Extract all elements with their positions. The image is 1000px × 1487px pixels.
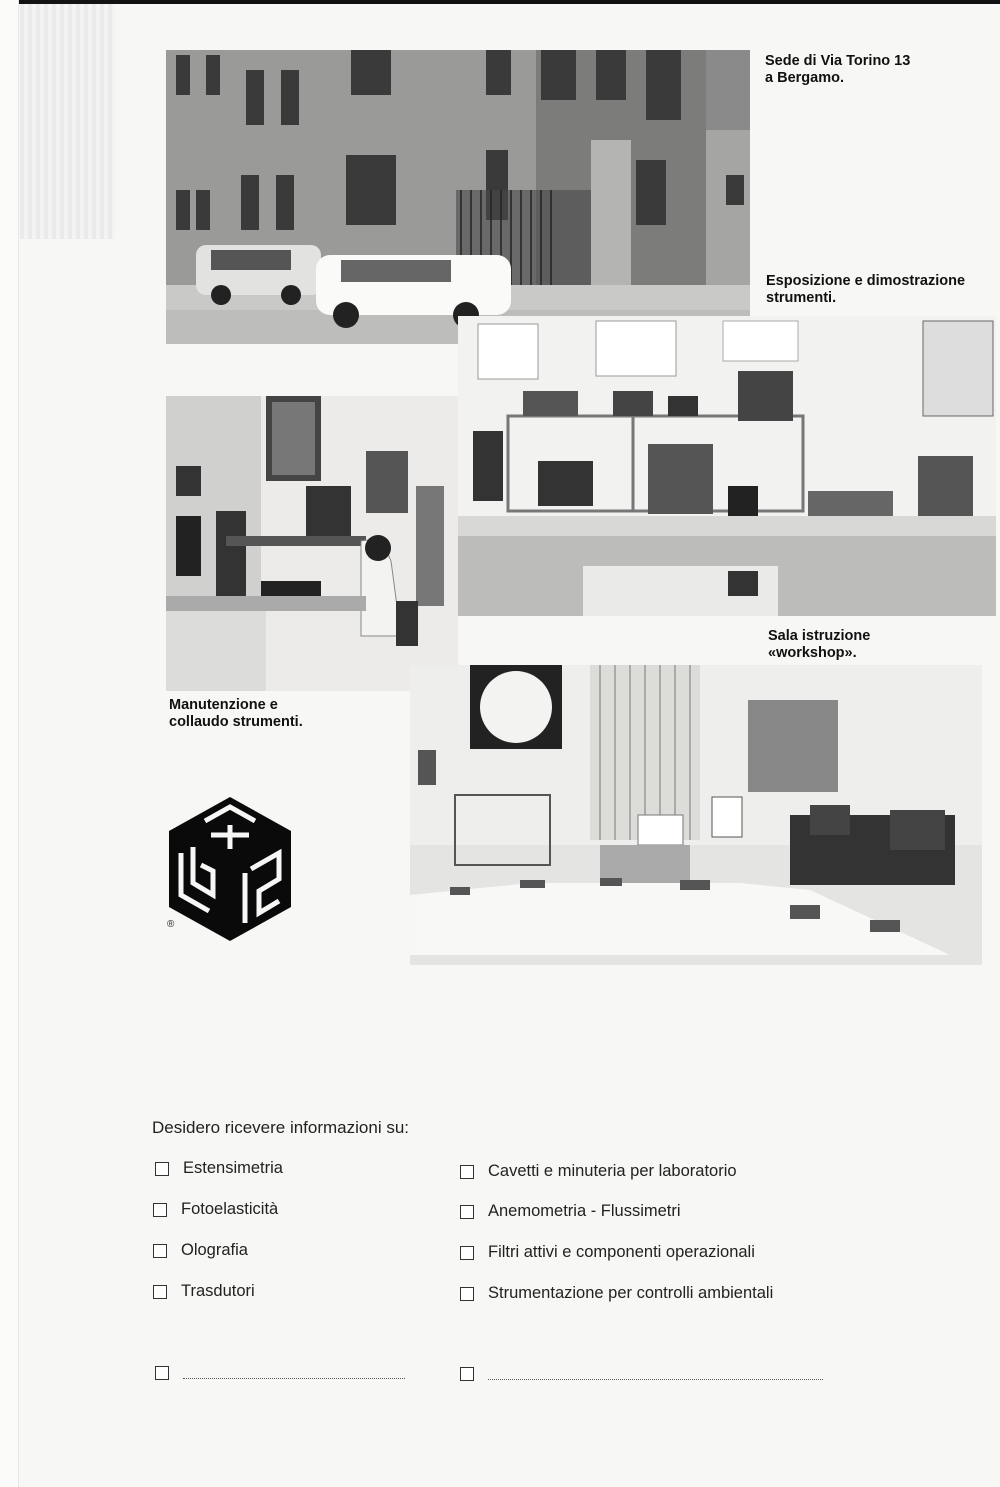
- building-illustration: [166, 50, 750, 344]
- option-olografia[interactable]: [153, 1241, 248, 1260]
- option-blank-left[interactable]: [155, 1366, 405, 1380]
- option-label: Olografia: [181, 1241, 248, 1259]
- photo-building: [166, 50, 750, 344]
- option-label: Cavetti e minuteria per laboratorio: [488, 1162, 737, 1180]
- workshop-illustration: [410, 665, 982, 965]
- checkbox[interactable]: [155, 1162, 169, 1176]
- option-strumentazione[interactable]: [460, 1284, 773, 1303]
- checkbox[interactable]: [155, 1366, 169, 1380]
- checkbox[interactable]: [153, 1203, 167, 1217]
- photo-exhibition: [458, 316, 996, 616]
- option-label: Strumentazione per controlli ambientali: [488, 1284, 774, 1302]
- checkbox[interactable]: [460, 1367, 474, 1381]
- photo-maintenance: [166, 396, 458, 691]
- caption-esposizione: Esposizione e dimostrazione strumenti.: [766, 273, 966, 306]
- option-estensimetria[interactable]: [155, 1159, 283, 1178]
- left-margin: [0, 0, 19, 1487]
- caption-sala: Sala istruzione «workshop».: [768, 628, 871, 661]
- option-label: Trasdutori: [181, 1282, 255, 1300]
- option-label: Estensimetria: [183, 1159, 283, 1177]
- cube-logo-icon: [165, 795, 295, 943]
- option-trasdutori[interactable]: [153, 1282, 255, 1301]
- checkbox[interactable]: [153, 1285, 167, 1299]
- caption-manutenzione: Manutenzione e collaudo strumenti.: [169, 697, 303, 730]
- option-label: Fotoelasticità: [181, 1200, 279, 1218]
- maintenance-illustration: [166, 396, 458, 691]
- option-anemometria[interactable]: [460, 1202, 681, 1221]
- corner-shading: [20, 4, 115, 239]
- option-label: Filtri attivi e componenti operazionali: [488, 1243, 755, 1261]
- checkbox[interactable]: [153, 1244, 167, 1258]
- blank-line[interactable]: [488, 1378, 823, 1380]
- registered-mark: ®: [167, 919, 175, 930]
- exhibition-illustration: [458, 316, 996, 616]
- top-border: [0, 0, 1000, 4]
- option-label: Anemometria - Flussimetri: [488, 1202, 681, 1220]
- checkbox[interactable]: [460, 1165, 474, 1179]
- form-title: Desidero ricevere informazioni su:: [152, 1118, 409, 1137]
- option-filtri[interactable]: [460, 1243, 755, 1262]
- checkbox[interactable]: [460, 1287, 474, 1301]
- option-fotoelasticita[interactable]: [153, 1200, 278, 1219]
- blank-line[interactable]: [183, 1377, 405, 1379]
- company-logo: [165, 795, 295, 943]
- checkbox[interactable]: [460, 1205, 474, 1219]
- photo-workshop: [410, 665, 982, 965]
- option-blank-right[interactable]: [460, 1367, 823, 1381]
- checkbox[interactable]: [460, 1246, 474, 1260]
- option-cavetti[interactable]: [460, 1162, 737, 1181]
- caption-sede: Sede di Via Torino 13 a Bergamo.: [765, 53, 911, 86]
